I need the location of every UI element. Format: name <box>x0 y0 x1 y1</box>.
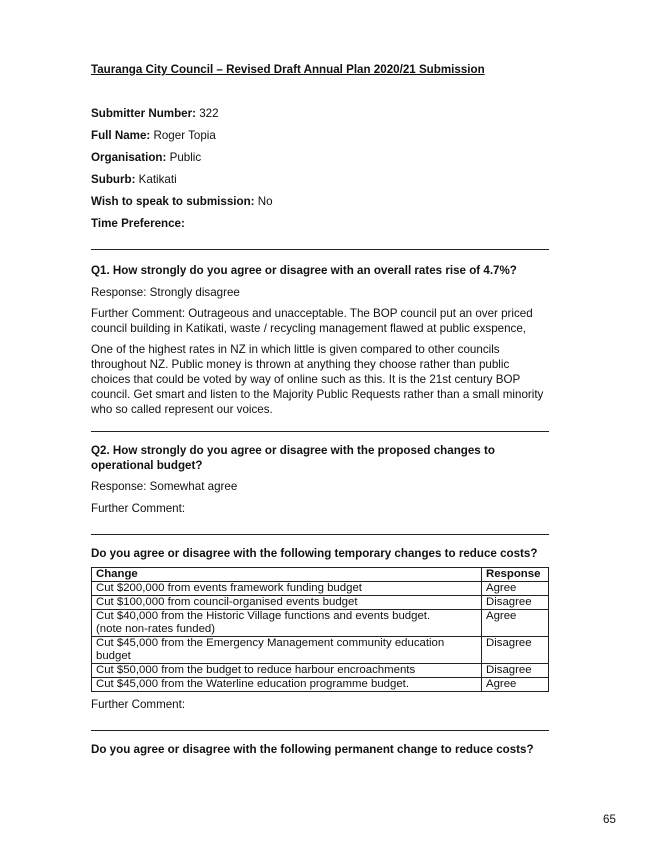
permanent-change-question: Do you agree or disagree with the following permanent change to reduce costs? <box>91 743 534 756</box>
change-column-header: Change <box>92 568 482 582</box>
field-label: Organisation: <box>91 151 167 164</box>
section-divider <box>91 534 549 535</box>
full-name-line <box>91 128 216 143</box>
table-row <box>92 582 549 596</box>
table-row <box>92 678 549 692</box>
section-divider <box>91 730 549 731</box>
q2-comment: Further Comment: <box>91 502 186 515</box>
response-cell: Agree <box>482 678 549 692</box>
table-header-row <box>92 568 549 582</box>
field-label: Time Preference: <box>91 217 185 230</box>
response-cell: Disagree <box>482 637 549 664</box>
page-number: 65 <box>603 813 616 826</box>
section-divider <box>91 249 549 250</box>
temporary-changes-question: Do you agree or disagree with the following temporary changes to reduce costs? <box>91 547 538 560</box>
change-text: Cut $40,000 from the Historic Village functions and events budget. <box>96 610 431 622</box>
table-row <box>92 664 549 678</box>
field-label: Wish to speak to submission: <box>91 195 255 208</box>
response-column-header: Response <box>482 568 549 582</box>
field-value: No <box>254 195 273 208</box>
q2-response: Response: Somewhat agree <box>91 480 238 493</box>
change-cell: Cut $45,000 from the Waterline education programme budget. <box>92 678 482 692</box>
organisation-line <box>91 150 201 165</box>
wish-to-speak-line <box>91 194 273 209</box>
change-cell: Cut $100,000 from council-organised events budget <box>92 596 482 610</box>
field-label: Full Name: <box>91 129 151 142</box>
change-note: (note non-rates funded) <box>96 623 216 635</box>
q1-comment: Further Comment: Outrageous and unacceptable. The BOP council put an over priced council building in Katikati, waste / recycling management flawed at public exspence, <box>91 307 533 335</box>
q1-response: Response: Strongly disagree <box>91 286 240 299</box>
time-preference-line <box>91 216 185 231</box>
q1-question: Q1. How strongly do you agree or disagree with an overall rates rise of 4.7%? <box>91 264 517 277</box>
field-value: Roger Topia <box>150 129 216 142</box>
field-label: Suburb: <box>91 173 136 186</box>
change-cell: Cut $50,000 from the budget to reduce harbour encroachments <box>92 664 482 678</box>
response-cell: Disagree <box>482 664 549 678</box>
temporary-changes-table <box>91 567 549 692</box>
change-cell: Cut $45,000 from the Emergency Management community education budget <box>92 637 482 664</box>
field-label: Submitter Number: <box>91 107 196 120</box>
change-cell <box>92 610 482 637</box>
field-value: Katikati <box>135 173 177 186</box>
document-title: Tauranga City Council – Revised Draft Annual Plan 2020/21 Submission <box>91 63 485 76</box>
response-cell: Agree <box>482 582 549 596</box>
section-divider <box>91 431 549 432</box>
response-cell: Disagree <box>482 596 549 610</box>
table-row <box>92 637 549 664</box>
q1-comment-continued: One of the highest rates in NZ in which little is given compared to other councils throughout NZ. Public money is thrown at anything they choose rather than public choices that could be voted by way of online such as this. It is the 21st century BOP council. Get smart and listen to the Majority Public Requests rather than a small minority who so called represent our voices. <box>91 343 544 416</box>
table-row <box>92 610 549 637</box>
submitter-number-line <box>91 106 219 121</box>
q2-question: Q2. How strongly do you agree or disagree with the proposed changes to operational budget? <box>91 444 495 472</box>
field-value: Public <box>166 151 202 164</box>
field-value: 322 <box>196 107 219 120</box>
table-row <box>92 596 549 610</box>
suburb-line <box>91 172 177 187</box>
temporary-changes-comment: Further Comment: <box>91 698 186 711</box>
response-cell: Agree <box>482 610 549 637</box>
change-cell: Cut $200,000 from events framework funding budget <box>92 582 482 596</box>
